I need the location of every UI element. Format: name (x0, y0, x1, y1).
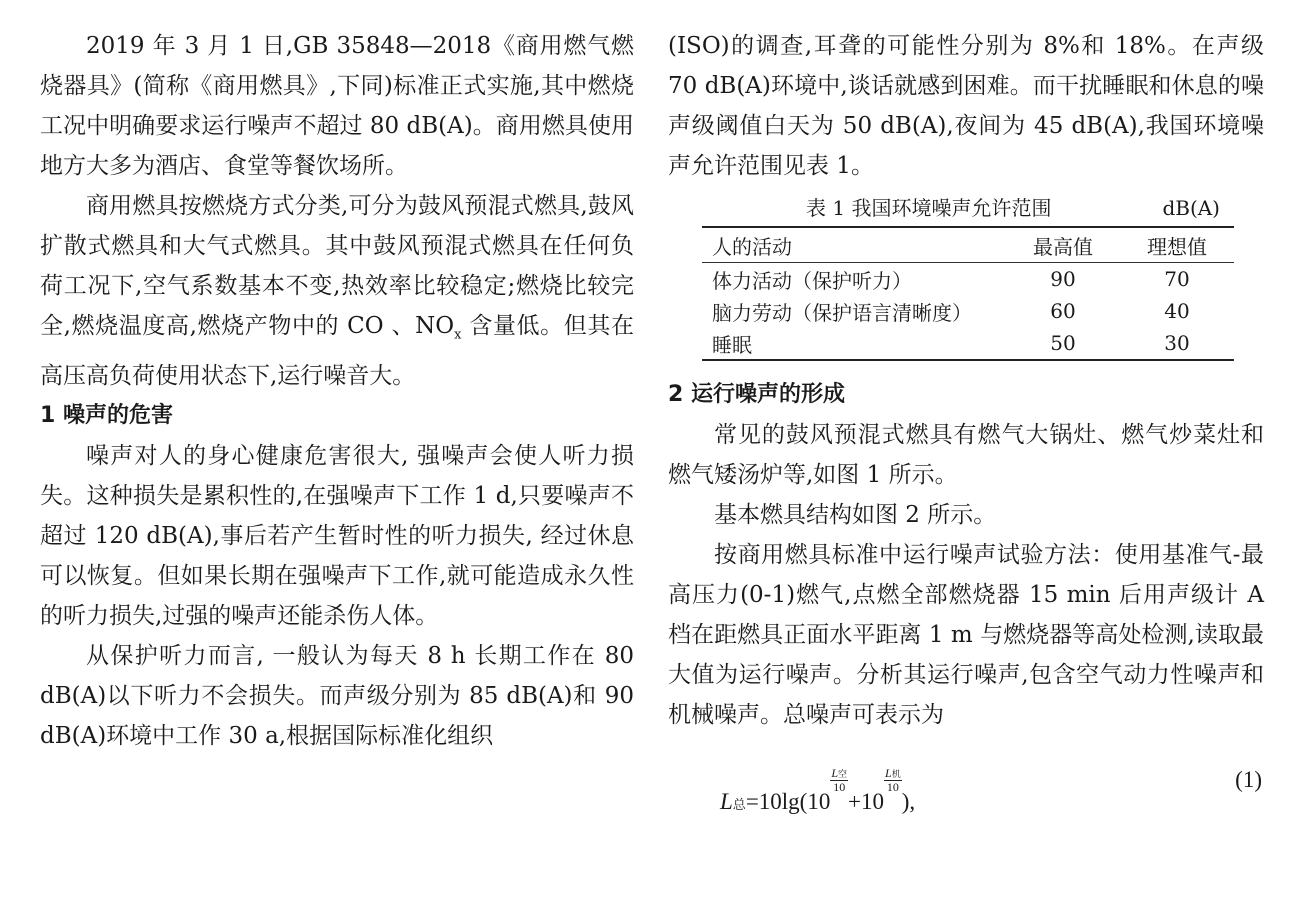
section-2-heading: 2 运行噪声的形成 (668, 382, 845, 407)
equation-number: (1) (1235, 767, 1262, 792)
table-header-row (702, 227, 1234, 263)
right-column (668, 26, 1264, 814)
eq-exponent-1 (830, 767, 848, 793)
table-unit: dB(A) (1162, 196, 1220, 220)
cell-ideal: 70 (1164, 267, 1190, 291)
left-column (40, 26, 634, 756)
equation-body (720, 767, 915, 815)
structure-paragraph: 基本燃具结构如图 2 所示。 (714, 502, 997, 528)
intro-paragraph: 2019 年 3 月 1 日,GB 35848—2018《商用燃气燃烧器具》(简称《商用燃具》,下同)标准正式实施,其中燃烧工况中明确要求运行噪声不超过 80 dB(A)。商用燃具使用地方大多为酒店、食堂等餐饮场所。 (40, 33, 634, 179)
eq-exp2-sub: 机 (891, 769, 901, 779)
section-spacer (668, 361, 1264, 375)
equation-1 (668, 741, 1264, 814)
eq-log: =10lg( (745, 789, 808, 814)
header-ideal: 理想值 (1120, 227, 1234, 263)
header-activity: 人的活动 (702, 227, 1006, 263)
section-1-heading: 1 噪声的危害 (40, 402, 173, 428)
cell-activity: 体力活动（保护听力） (712, 268, 912, 293)
iso-survey-paragraph: (ISO)的调查,耳聋的可能性分别为 8%和 18%。在声级 70 dB(A)环境中,谈话就感到困难。而干扰睡眠和休息的噪声级阈值白天为 50 dB(A),夜间为 45 dB(A),我国环境噪声允许范围见表 1。 (668, 33, 1264, 179)
noise-limit-table (702, 226, 1234, 361)
eq-base-2: 10 (861, 789, 885, 814)
eq-exp1-den: 10 (833, 780, 846, 794)
test-method-paragraph: 按商用燃具标准中运行噪声试验方法：使用基准气-最高压力(0-1)燃气,点燃全部燃烧器 15 min 后用声级计 A 档在距燃具正面水平距离 1 m 与燃烧器等高处检测,读取最大值为运行噪声。分析其运行噪声,包含空气动力性噪声和机械噪声。总噪声可表示为 (668, 542, 1264, 728)
eq-exp2-den: 10 (886, 780, 899, 794)
classification-paragraph (40, 186, 634, 396)
noise-harm-paragraph: 噪声对人的身心健康危害很大, 强噪声会使人听力损失。这种损失是累积性的,在强噪声下工作 1 d,只要噪声不超过 120 dB(A),事后若产生暂时性的听力损失, 经过休息可以恢复。但如果长期在强噪声下工作,就可能造成永久性的听力损失,过强的噪声还能杀伤人体。 (40, 442, 634, 629)
cell-max: 50 (1050, 331, 1076, 355)
eq-exp2-L: L (885, 766, 892, 780)
classification-text: 商用燃具按燃烧方式分类,可分为鼓风预混式燃具,鼓风扩散式燃具和大气式燃具。其中鼓风预混式燃具在任何负荷工况下,空气系数基本不变,热效率比较稳定;燃烧比较完全,燃烧温度高,燃烧产物中的 CO 、NO (40, 193, 634, 339)
eq-total-sub: 总 (732, 797, 746, 812)
cell-activity: 脑力劳动（保护语言清晰度） (712, 300, 972, 325)
nox-subscript: x (454, 327, 462, 343)
cell-activity: 睡眠 (712, 332, 752, 357)
table-row (702, 327, 1234, 360)
eq-exp1-sub: 空 (838, 769, 848, 779)
eq-exp1-L: L (831, 766, 839, 780)
cell-ideal: 30 (1164, 331, 1190, 355)
cell-max: 90 (1050, 267, 1076, 291)
eq-close: ), (901, 789, 916, 814)
header-max: 最高值 (1006, 227, 1120, 263)
burner-types-paragraph: 常见的鼓风预混式燃具有燃气大锅灶、燃气炒菜灶和燃气矮汤炉等,如图 1 所示。 (668, 422, 1264, 488)
table-row (702, 295, 1234, 327)
hearing-protection-paragraph: 从保护听力而言, 一般认为每天 8 h 长期工作在 80 dB(A)以下听力不会损失。而声级分别为 85 dB(A)和 90 dB(A)环境中工作 30 a,根据国际标准化组织 (40, 642, 634, 749)
classification-text-end: 含量低。但其在高压高负荷使用状态下,运行噪音大。 (40, 313, 634, 389)
eq-L: L (720, 789, 733, 814)
eq-plus: + (848, 789, 862, 814)
table-row (702, 263, 1234, 296)
cell-max: 60 (1050, 299, 1076, 323)
table-caption: 表 1 我国环境噪声允许范围 (806, 196, 1052, 220)
eq-base-1: 10 (807, 789, 831, 814)
table-caption-row (668, 190, 1264, 226)
cell-ideal: 40 (1164, 299, 1190, 323)
eq-exponent-2 (884, 767, 902, 793)
